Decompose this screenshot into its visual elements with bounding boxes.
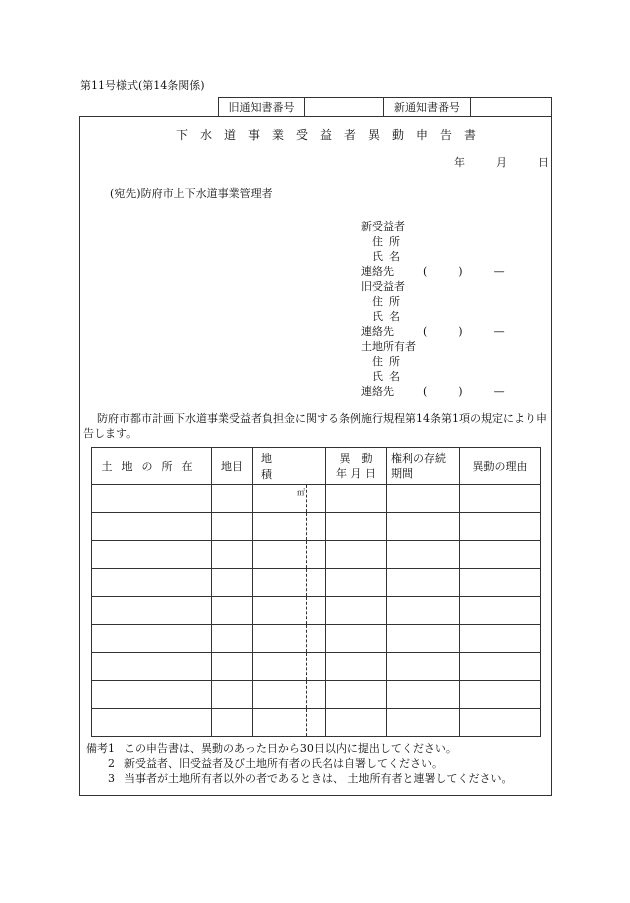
change-date-cell[interactable] (326, 653, 387, 681)
land-change-table (91, 447, 541, 737)
reason-cell[interactable] (460, 541, 541, 569)
old-beneficiary-address-label: 住所 (372, 295, 406, 308)
location-cell[interactable] (92, 597, 212, 625)
table-header-row (92, 448, 541, 485)
change-date-cell[interactable] (326, 513, 387, 541)
old-beneficiary-name-label: 氏名 (372, 310, 406, 323)
table-row (92, 597, 541, 625)
new-beneficiary-contact (361, 264, 505, 279)
new-beneficiary-name-label: 氏名 (372, 250, 406, 263)
contact-label: 連絡先 (361, 385, 394, 398)
note-3: 3 当事者が土地所有者以外の者であるときは、 土地所有者と連署してください。 (108, 772, 513, 785)
old-notice-number-field[interactable] (305, 98, 384, 116)
change-date-cell[interactable] (326, 625, 387, 653)
table-row (92, 681, 541, 709)
notice-number-row (218, 97, 552, 117)
land-category-cell[interactable] (212, 681, 253, 709)
area-unit-cell[interactable] (307, 569, 326, 597)
paren-open: ( (423, 385, 428, 398)
paren-open: ( (423, 325, 428, 338)
area-cell[interactable] (253, 681, 307, 709)
land-category-cell[interactable] (212, 541, 253, 569)
area-cell[interactable] (253, 569, 307, 597)
contact-label: 連絡先 (361, 325, 394, 338)
location-cell[interactable] (92, 541, 212, 569)
form-title: 下水道事業受益者異動申告書 (176, 128, 489, 142)
rights-period-cell[interactable] (387, 485, 460, 513)
land-owner-block (361, 339, 505, 399)
land-owner-name-label: 氏名 (372, 370, 406, 383)
location-cell[interactable] (92, 653, 212, 681)
area-unit-cell[interactable] (307, 625, 326, 653)
area-unit-cell[interactable] (307, 653, 326, 681)
notes-block (86, 741, 513, 786)
area-unit-cell[interactable] (307, 709, 326, 737)
new-beneficiary-block (361, 219, 505, 279)
note-1: 備考1 この申告書は、異動のあった日から30日以内に提出してください。 (86, 742, 457, 755)
land-owner-address-label: 住所 (372, 355, 406, 368)
new-notice-number-label: 新通知書番号 (384, 98, 471, 116)
area-unit-cell[interactable] (307, 485, 326, 513)
header-area (253, 448, 326, 485)
old-beneficiary-heading: 旧受益者 (361, 280, 405, 293)
rights-period-cell[interactable] (387, 597, 460, 625)
date-month: 月 (496, 156, 507, 169)
paren-open: ( (423, 265, 428, 278)
area-unit-cell[interactable] (307, 513, 326, 541)
rights-period-cell[interactable] (387, 541, 460, 569)
table-row (92, 709, 541, 737)
table-row (92, 653, 541, 681)
reason-cell[interactable] (460, 709, 541, 737)
table-row (92, 625, 541, 653)
reason-cell[interactable] (460, 681, 541, 709)
rights-period-cell[interactable] (387, 681, 460, 709)
change-date-cell[interactable] (326, 709, 387, 737)
change-date-cell[interactable] (326, 541, 387, 569)
header-area-right: 積 (261, 468, 272, 481)
land-category-cell[interactable] (212, 485, 253, 513)
note-2: 2 新受益者、旧受益者及び土地所有者の氏名は自署してください。 (108, 757, 443, 770)
area-unit-cell[interactable] (307, 541, 326, 569)
land-category-cell[interactable] (212, 653, 253, 681)
area-unit-label: ㎡ (297, 488, 305, 497)
land-category-cell[interactable] (212, 513, 253, 541)
header-location: 土地の所在 (92, 448, 212, 485)
area-cell[interactable] (253, 485, 307, 513)
location-cell[interactable] (92, 709, 212, 737)
addressee: (宛先)防府市上下水道事業管理者 (110, 187, 273, 200)
change-date-cell[interactable] (326, 569, 387, 597)
table-row (92, 569, 541, 597)
paren-close: ) (458, 385, 463, 398)
old-beneficiary-contact (361, 324, 505, 339)
form-number-label: 第11号様式(第14条関係) (80, 79, 205, 92)
land-category-cell[interactable] (212, 597, 253, 625)
rights-period-cell[interactable] (387, 625, 460, 653)
header-rights-period: 権利の存続 期間 (387, 448, 460, 485)
change-date-cell[interactable] (326, 681, 387, 709)
land-table-body (92, 485, 541, 737)
rights-period-cell[interactable] (387, 513, 460, 541)
table-row (92, 485, 541, 513)
table-row (92, 541, 541, 569)
land-category-cell[interactable] (212, 569, 253, 597)
reason-cell[interactable] (460, 513, 541, 541)
location-cell[interactable] (92, 681, 212, 709)
reason-cell[interactable] (460, 485, 541, 513)
area-cell[interactable] (253, 597, 307, 625)
header-land-category: 地目 (212, 448, 253, 485)
new-notice-number-field[interactable] (471, 98, 551, 116)
location-cell[interactable] (92, 513, 212, 541)
change-date-cell[interactable] (326, 597, 387, 625)
area-cell[interactable] (253, 513, 307, 541)
land-category-cell[interactable] (212, 709, 253, 737)
reason-cell[interactable] (460, 597, 541, 625)
land-owner-contact (361, 384, 505, 399)
contact-label: 連絡先 (361, 265, 394, 278)
rights-period-cell[interactable] (387, 653, 460, 681)
reason-cell[interactable] (460, 569, 541, 597)
paren-close: ) (458, 325, 463, 338)
rights-period-cell[interactable] (387, 569, 460, 597)
paren-close: ) (458, 265, 463, 278)
location-cell[interactable] (92, 569, 212, 597)
date-line (454, 157, 549, 168)
change-date-cell[interactable] (326, 485, 387, 513)
dash: — (493, 385, 505, 398)
area-unit-cell[interactable] (307, 681, 326, 709)
land-owner-heading: 土地所有者 (361, 340, 416, 353)
rights-period-cell[interactable] (387, 709, 460, 737)
new-beneficiary-heading: 新受益者 (361, 220, 405, 233)
dash: — (493, 325, 505, 338)
header-change-date: 異 動 年 月 日 (326, 448, 387, 485)
area-cell[interactable] (253, 541, 307, 569)
reason-cell[interactable] (460, 625, 541, 653)
new-beneficiary-address-label: 住所 (372, 235, 406, 248)
table-row (92, 513, 541, 541)
land-category-cell[interactable] (212, 625, 253, 653)
declaration-text: 防府市都市計画下水道事業受益者負担金に関する条例施行規程第14条第1項の規定により申告します。 (83, 412, 547, 440)
old-notice-number-label: 旧通知書番号 (219, 98, 305, 116)
area-cell[interactable] (253, 653, 307, 681)
old-beneficiary-block (361, 279, 505, 339)
date-day: 日 (538, 156, 549, 169)
area-cell[interactable] (253, 709, 307, 737)
header-reason: 異動の理由 (460, 448, 541, 485)
reason-cell[interactable] (460, 653, 541, 681)
dash: — (493, 265, 505, 278)
location-cell[interactable] (92, 625, 212, 653)
area-unit-cell[interactable] (307, 597, 326, 625)
date-year: 年 (454, 156, 465, 169)
location-cell[interactable] (92, 485, 212, 513)
header-area-left: 地 (261, 452, 272, 465)
area-cell[interactable] (253, 625, 307, 653)
